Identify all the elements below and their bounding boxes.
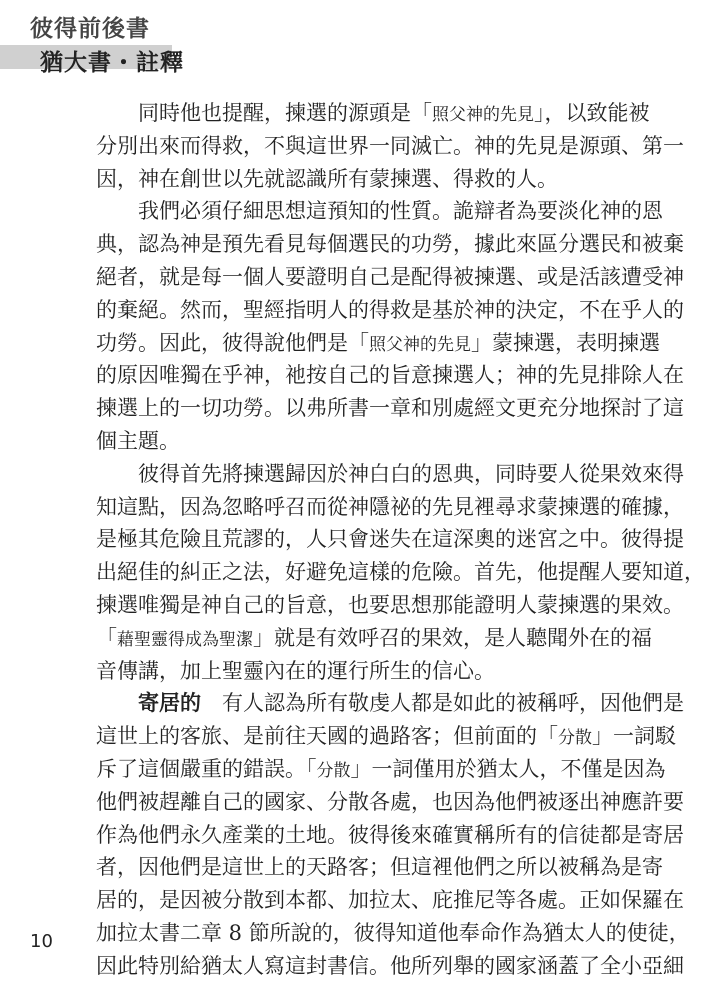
text-segment: 」一詞僅用於猶太人，不僅是因為 [350,756,666,781]
text-line [96,195,663,228]
text-segment: 彼得首先將揀選歸因於神白白的恩典，同時要人從果效來得 [138,461,684,486]
text-segment: 」，以致能被 [534,101,650,125]
text-segment: 我們必須仔細思想這預知的性質。詭辯者為要淡化神的恩 [138,199,663,224]
text-segment: 絕者，就是每一個人要證明自己是配得被揀選、或是活該遭受神 [96,264,684,289]
text-line [96,458,684,491]
text-line [96,261,684,294]
text-line [96,589,684,622]
text-segment: 典，認為神是預先看見每個選民的功勞，據此來區分選民和被棄 [96,232,684,257]
text-segment: 揀選上的一切功勞。以弗所書一章和別處經文更充分地探討了這 [96,396,684,421]
text-line [96,720,676,753]
text-segment: 因此特別給猶太人寫這封書信。他所列舉的國家涵蓋了全小亞細 [96,953,684,978]
text-line [96,163,622,196]
scripture-quote: 分散 [316,760,351,781]
text-segment: 他們被趕離自己的國家、分散各處，也因為他們被逐出神應許要 [96,789,684,814]
text-line [96,655,622,688]
text-segment: 分別出來而得救，不與這世界一同滅亡。神的先見是源頭、第一 [96,133,684,158]
text-line [96,359,684,392]
paragraph [96,687,690,982]
text-line [96,425,622,458]
text-line [96,327,660,360]
text-segment: 作為他們永久產業的土地。彼得後來確實稱所有的信徒都是寄居 [96,822,684,847]
text-line [96,130,684,163]
scripture-quote: 照父神的先見 [432,105,534,125]
text-segment: 者，因他們是這世上的天路客；但這裡他們之所以被稱為是寄 [96,855,663,880]
text-segment: 知這點，因為忽略呼召而從神隱祕的先見裡尋求蒙揀選的確據， [96,494,684,519]
text-line [96,917,690,950]
text-line [96,556,705,589]
text-segment: 因，神在創世以先就認識所有蒙揀選、得救的人。 [96,166,558,191]
text-line [96,392,684,425]
text-segment: 出絕佳的糾正之法，好避免這樣的危險。首先，他提醒人要知道， [96,560,705,585]
text-line [96,228,684,261]
text-segment: 個主題。 [96,428,180,453]
text-line [96,294,684,327]
text-line [96,523,684,556]
text-segment: 斥了這個嚴重的錯誤。「 [96,756,317,781]
page-header [0,0,714,80]
text-line [96,819,684,852]
scripture-quote: 藉聖靈得成為聖潔 [117,629,253,650]
text-segment: 的原因唯獨在乎神，祂按自己的旨意揀選人；神的先見排除人在 [96,363,684,388]
text-segment: 功勞。因此，彼得說他們是「 [96,330,369,355]
book-subtitle: 猶大書・註釋 [40,50,184,76]
text-segment: 這世上的客旅、是前往天國的過路客；但前面的「 [96,724,558,749]
text-line [96,950,684,983]
scripture-quote: 分散 [558,728,592,749]
text-segment: 」一詞駁 [592,724,676,749]
text-segment: 音傳講，加上聖靈內在的運行所生的信心。 [96,658,495,683]
text-segment: 揀選唯獨是神自己的旨意，也要思想那能證明人蒙揀選的果效。 [96,592,684,617]
text-line [96,622,652,655]
text-line [96,753,666,786]
book-title: 彼得前後書 [30,16,150,42]
text-segment: 有人認為所有敬虔人都是如此的被稱呼，因他們是 [201,691,684,716]
text-segment: 的棄絕。然而，聖經指明人的得救是基於神的決定，不在乎人的 [96,297,684,322]
text-line [96,97,650,130]
text-segment: 是極其危險且荒謬的，人只會迷失在這深奧的迷宮之中。彼得提 [96,527,684,552]
section-term: 寄居的 [138,691,201,716]
text-line [96,884,684,917]
text-line [96,786,684,819]
text-line [96,687,684,720]
text-segment: 同時他也提醒，揀選的源頭是「 [138,101,432,125]
paragraph [96,195,684,457]
text-segment: 「 [96,625,117,650]
page-number: 10 [30,931,53,952]
text-segment: 加拉太書二章 8 節所說的，彼得知道他奉命作為猶太人的使徒， [96,920,690,945]
body-text [96,97,705,983]
text-segment: 」蒙揀選，表明揀選 [471,330,660,355]
text-line [96,491,684,524]
text-line [96,851,663,884]
paragraph [96,97,684,195]
scripture-quote: 照父神的先見 [369,334,471,355]
paragraph [96,458,705,688]
text-segment: 居的，是因被分散到本都、加拉太、庇推尼等各處。正如保羅在 [96,888,684,913]
text-segment: 」就是有效呼召的果效，是人聽聞外在的福 [253,625,652,650]
